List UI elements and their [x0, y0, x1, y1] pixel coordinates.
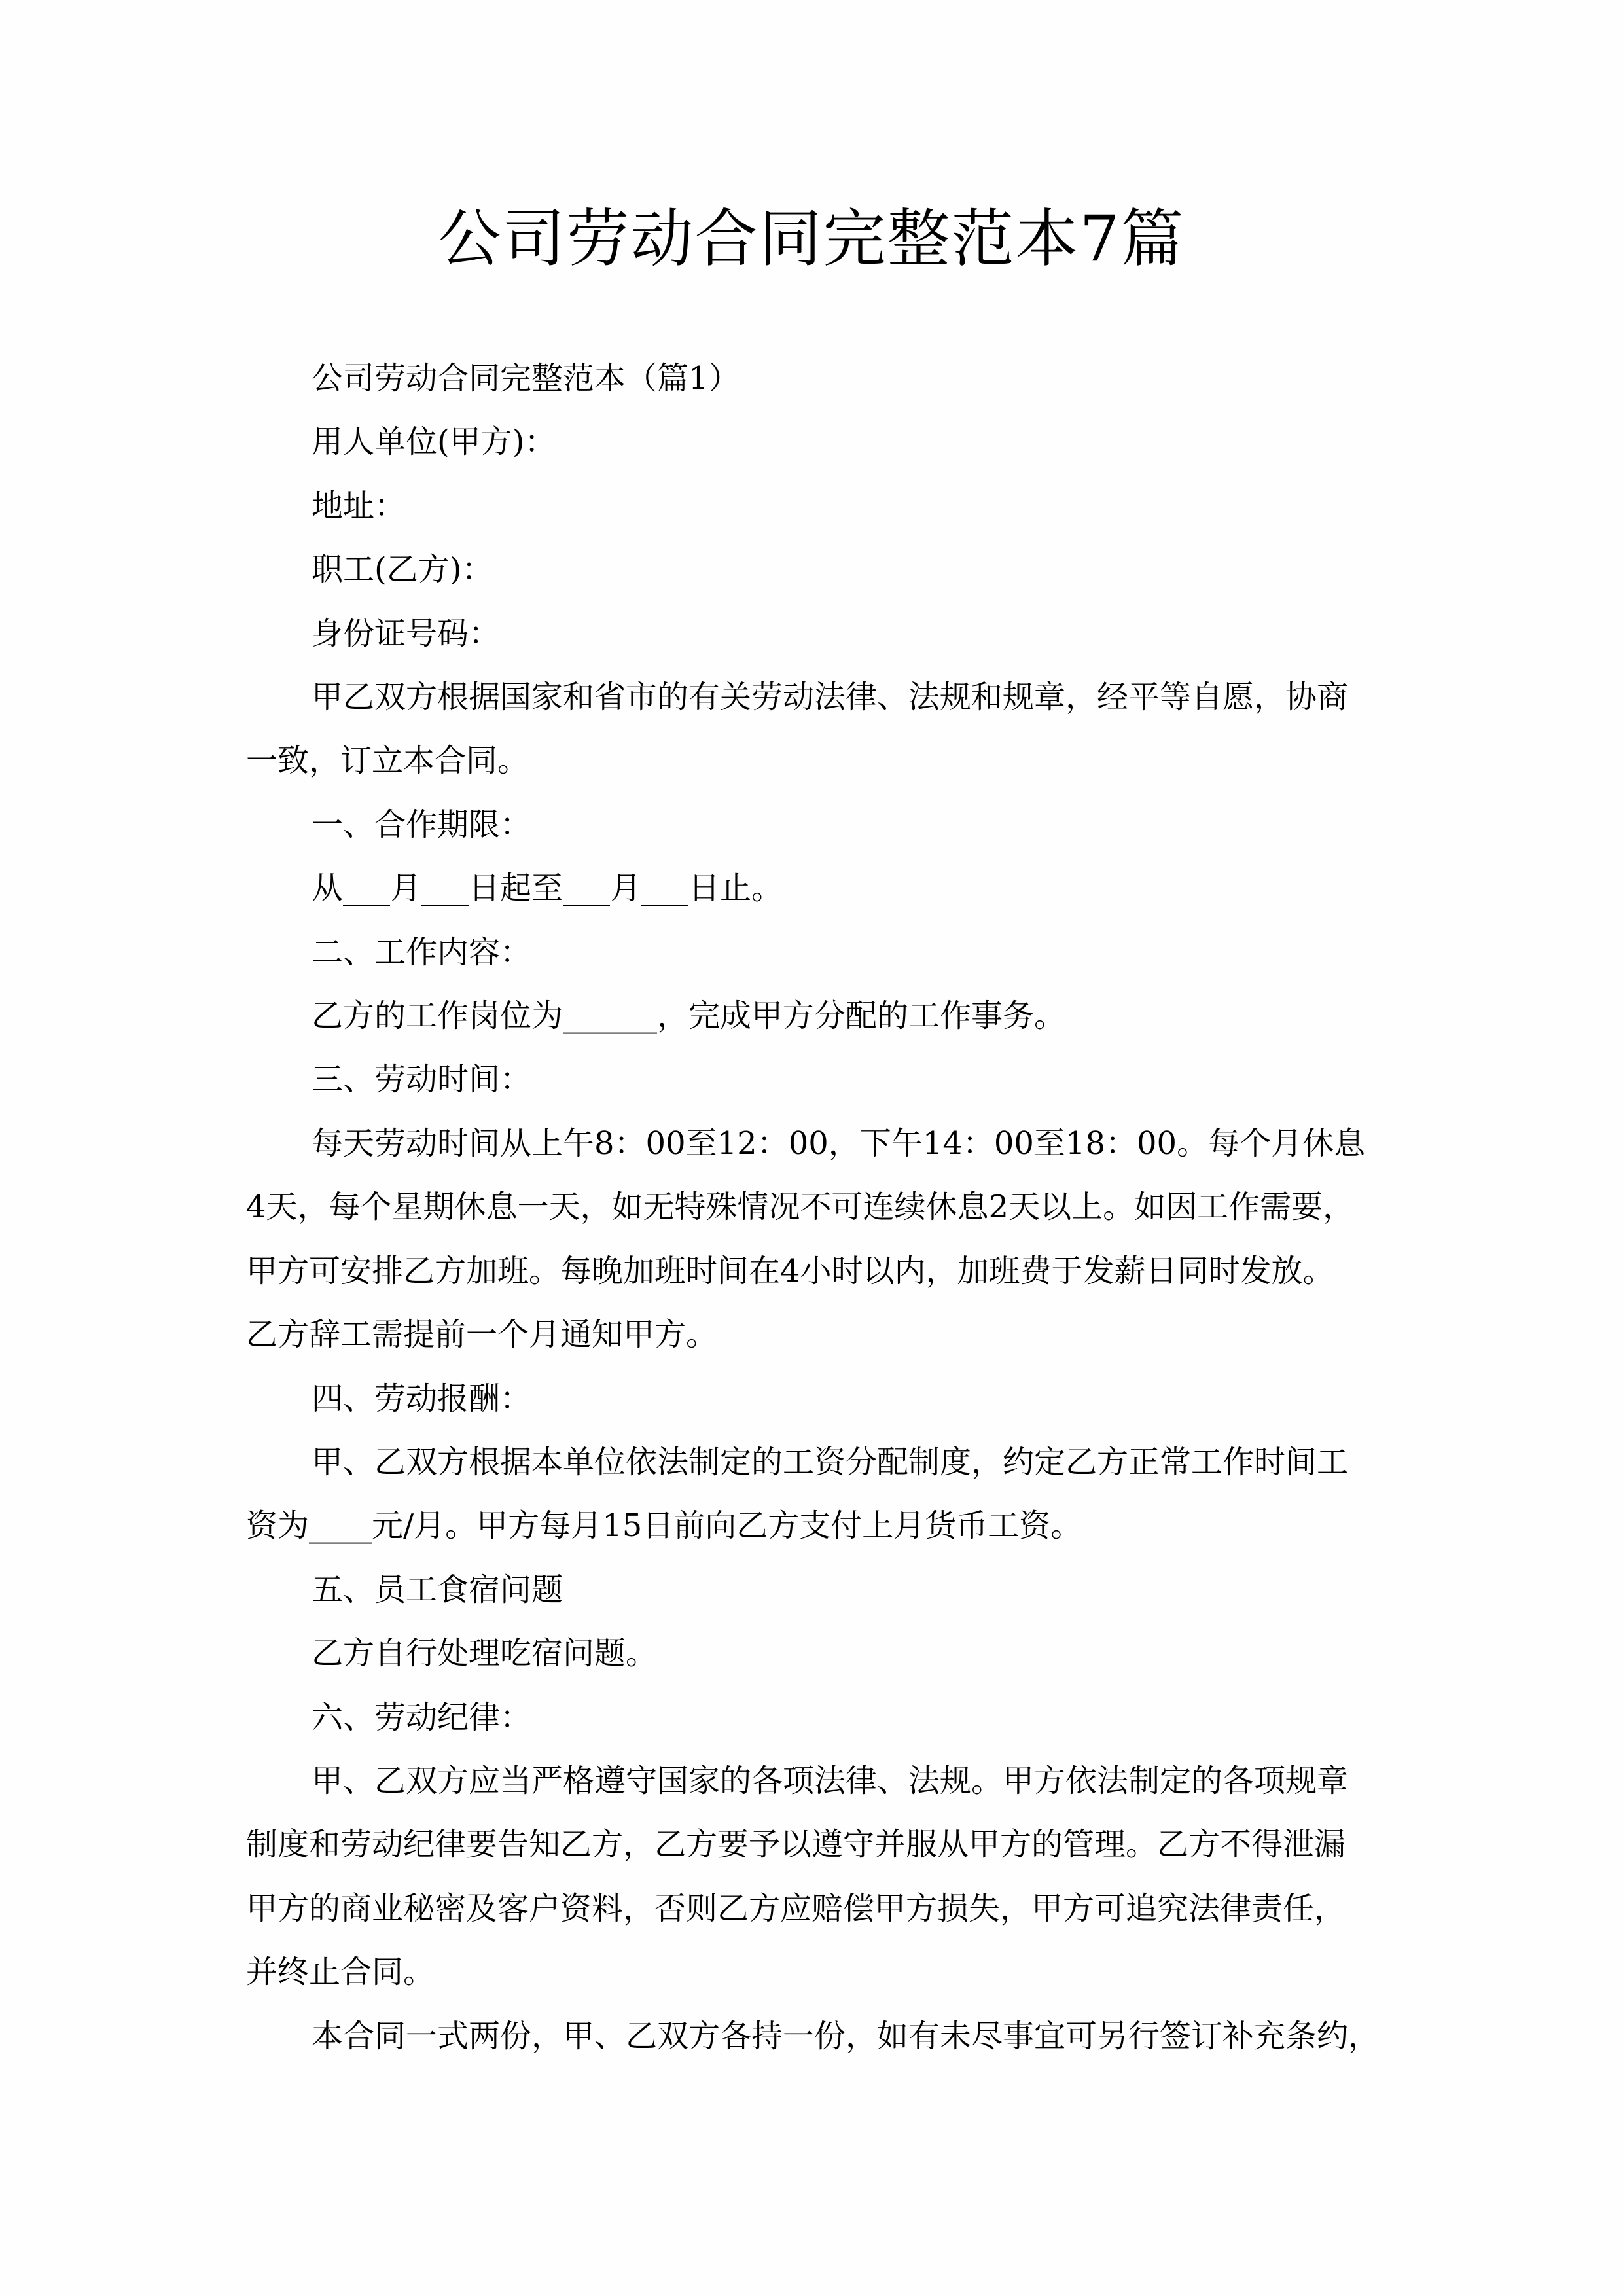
clause-6-line-3: 甲方的商业秘密及客户资料，否则乙方应赔偿甲方损失，甲方可追究法律责任，	[246, 1890, 1346, 1927]
clause-3-line-4: 乙方辞工需提前一个月通知甲方。	[246, 1316, 718, 1354]
id-number-field-label: 身份证号码：	[312, 615, 501, 652]
clause-6-heading: 六、劳动纪律：	[312, 1698, 532, 1736]
clause-4-line-1: 甲、乙双方根据本单位依法制定的工资分配制度，约定乙方正常工作时间工	[312, 1443, 1349, 1480]
clause-1-heading: 一、合作期限：	[312, 806, 532, 843]
clause-6-line-1: 甲、乙双方应当严格遵守国家的各项法律、法规。甲方依法制定的各项规章	[312, 1762, 1349, 1799]
employee-field-label: 职工(乙方)：	[312, 551, 493, 588]
employer-field-label: 用人单位(甲方)：	[312, 423, 556, 461]
clause-3-heading: 三、劳动时间：	[312, 1061, 532, 1098]
clause-3-line-1: 每天劳动时间从上午8：00至12：00，下午14：00至18：00。每个月休息	[312, 1124, 1366, 1162]
clause-3-line-3: 甲方可安排乙方加班。每晚加班时间在4小时以内，加班费于发薪日同时发放。	[246, 1252, 1334, 1289]
document-body	[246, 347, 1385, 2068]
clause-6-line-2: 制度和劳动纪律要告知乙方，乙方要予以遵守并服从甲方的管理。乙方不得泄漏	[246, 1826, 1346, 1863]
clause-4-heading: 四、劳动报酬：	[312, 1380, 532, 1417]
clause-6-line-4: 并终止合同。	[246, 1954, 435, 1991]
closing-line-1: 本合同一式两份，甲、乙双方各持一份，如有未尽事宜可另行签订补充条约，	[312, 2017, 1380, 2054]
clause-4-line-2: 资为____元/月。甲方每月15日前向乙方支付上月货币工资。	[246, 1507, 1082, 1545]
clause-5-heading: 五、员工食宿问题	[312, 1571, 563, 1608]
document-title: 公司劳动合同完整范本7篇	[438, 202, 1185, 276]
preamble-line-2: 一致，订立本合同。	[246, 742, 529, 780]
section-heading-part1: 公司劳动合同完整范本（篇1）	[312, 360, 740, 397]
preamble-line-1: 甲乙双方根据国家和省市的有关劳动法律、法规和规章，经平等自愿，协商	[312, 679, 1349, 716]
address-field-label: 地址：	[312, 487, 406, 524]
clause-2-content: 乙方的工作岗位为______，完成甲方分配的工作事务。	[312, 997, 1066, 1035]
clause-1-term: 从___月___日起至___月___日止。	[312, 870, 783, 907]
clause-3-line-2: 4天，每个星期休息一天，如无特殊情况不可连续休息2天以上。如因工作需要，	[246, 1189, 1355, 1226]
clause-5-content: 乙方自行处理吃宿问题。	[312, 1635, 658, 1672]
clause-2-heading: 二、工作内容：	[312, 933, 532, 971]
